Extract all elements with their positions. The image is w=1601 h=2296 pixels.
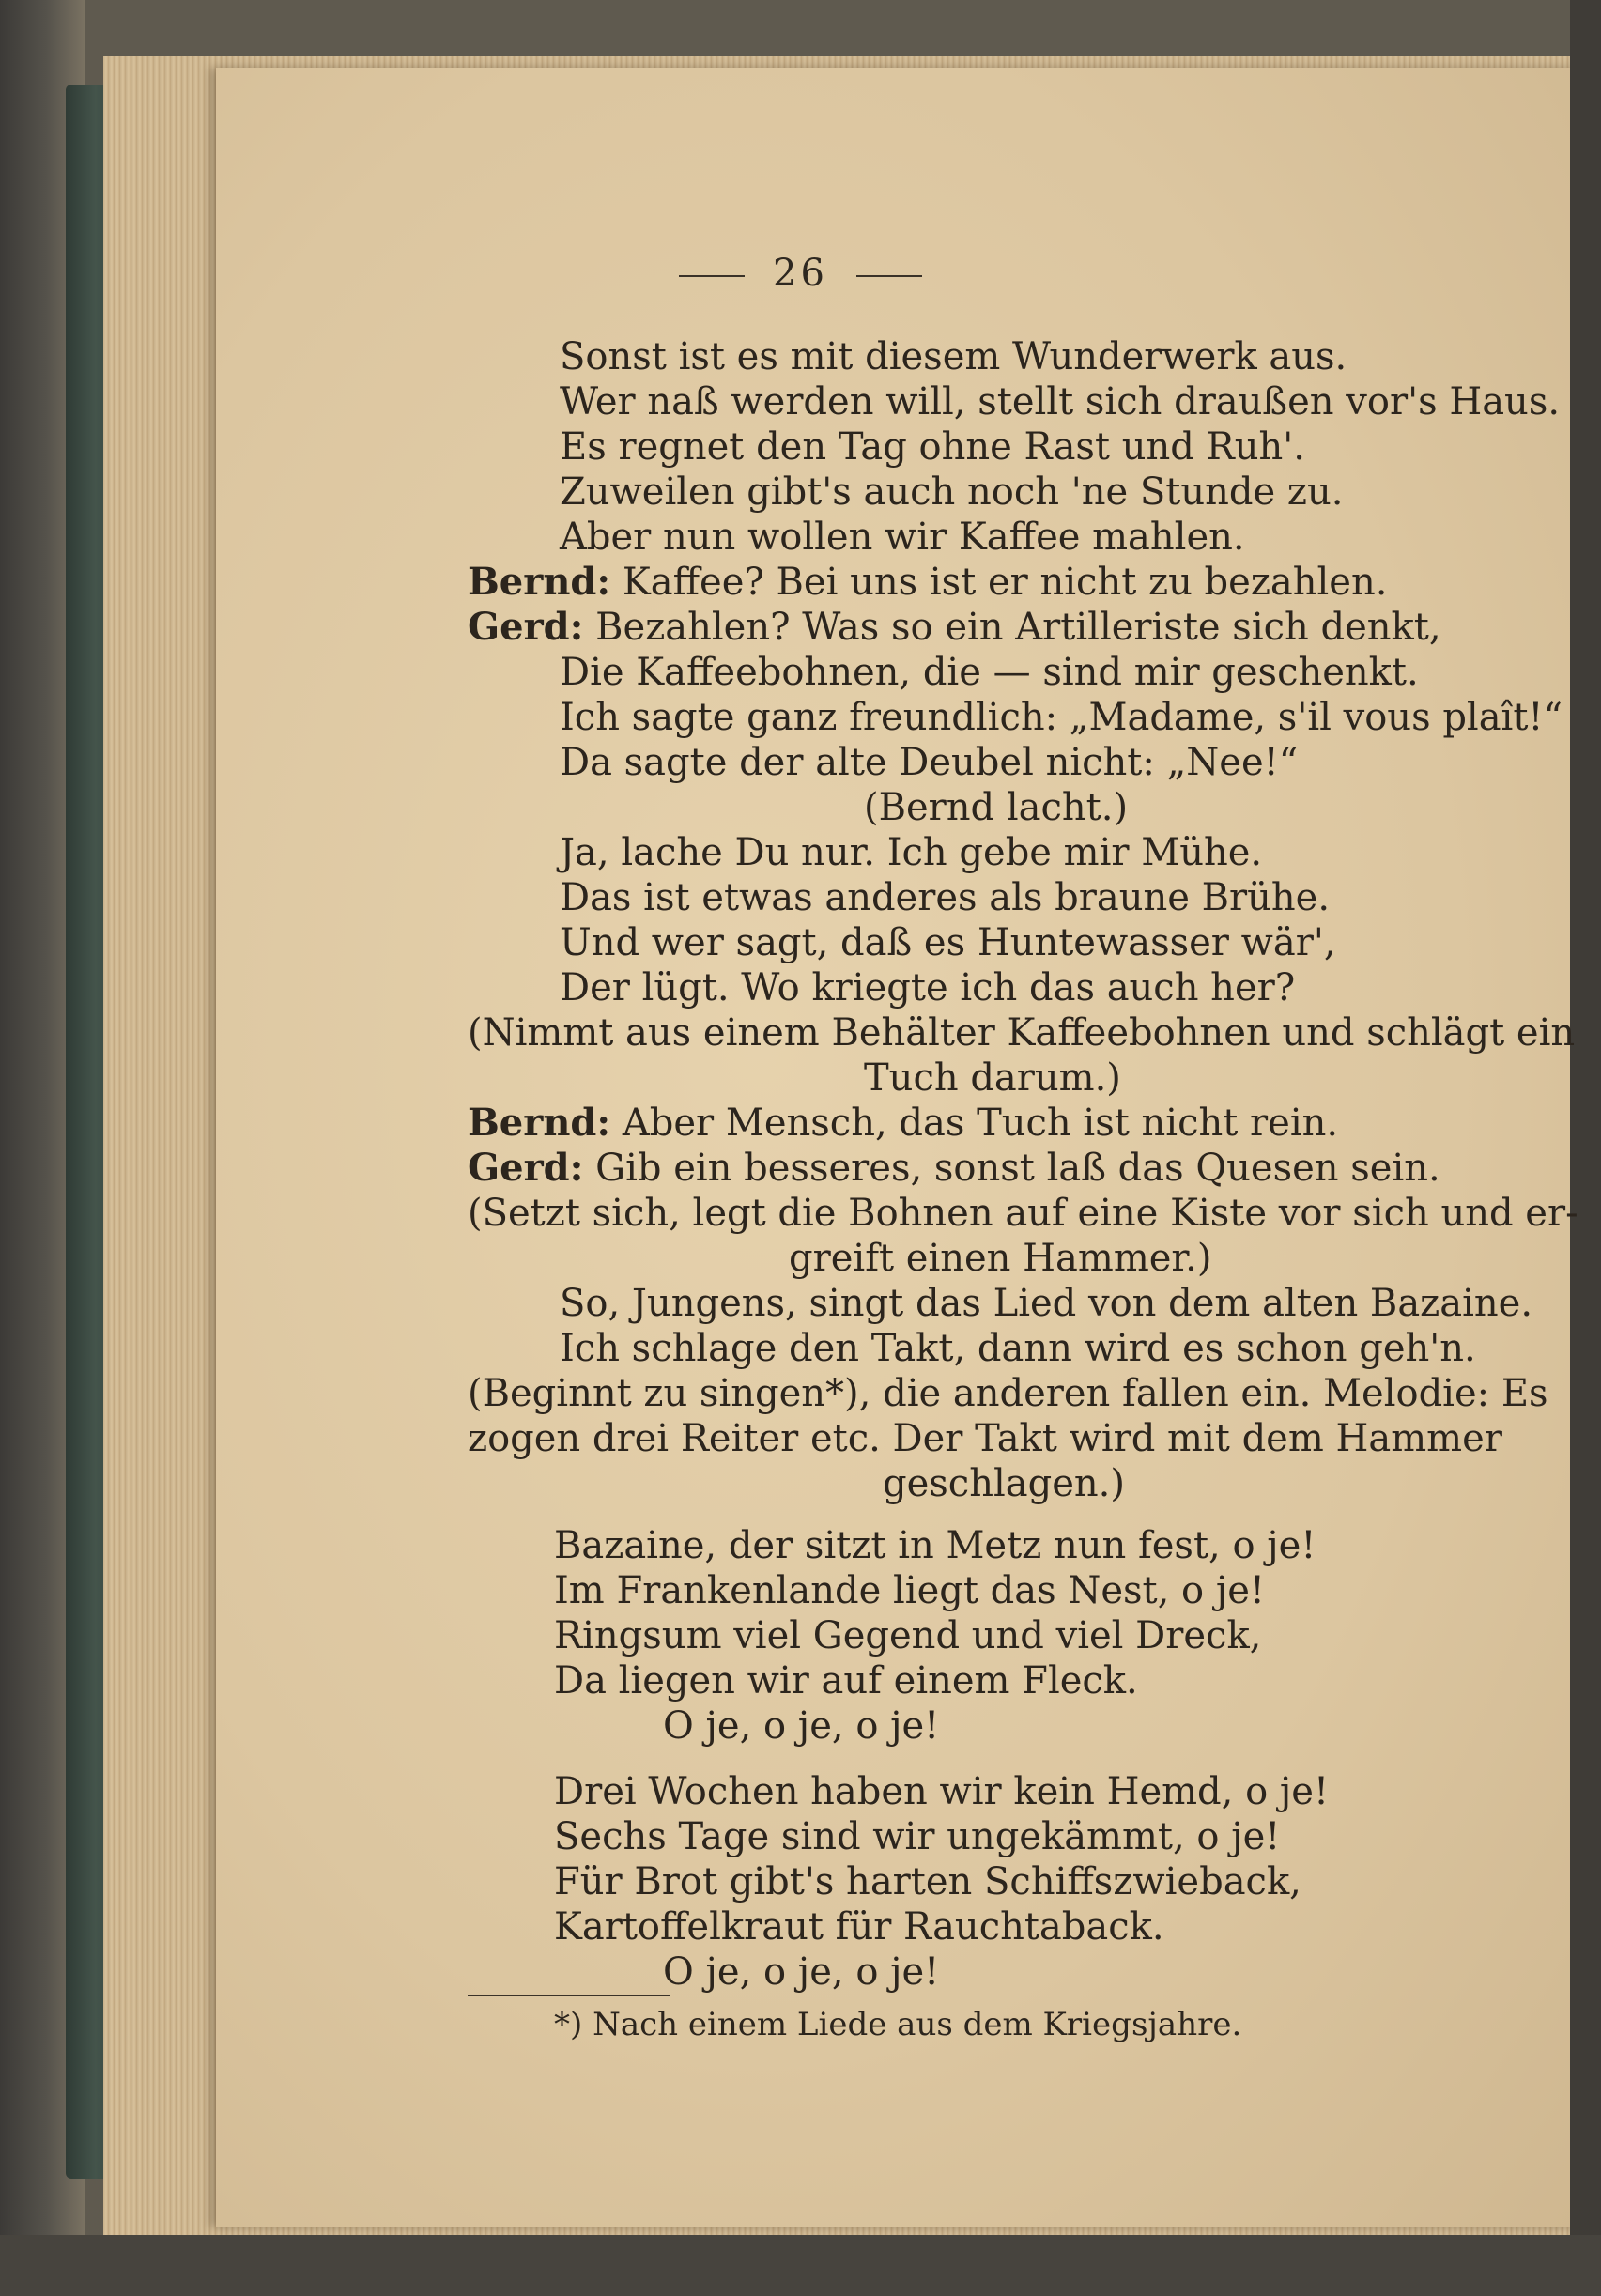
text-line: Aber nun wollen wir Kaffee mahlen.: [560, 516, 1245, 559]
dialogue-line: [468, 1101, 1338, 1146]
dash-right: [856, 275, 922, 277]
stage-direction: Tuch darum.): [864, 1056, 1121, 1100]
song-line: Sechs Tage sind wir ungekämmt, o je!: [554, 1815, 1281, 1858]
dialogue-line: [468, 1146, 1440, 1191]
stage-direction: (Beginnt zu singen*), die anderen fallen ein. Melodie: Es: [468, 1372, 1548, 1415]
text-line: Und wer sagt, daß es Huntewasser wär',: [560, 921, 1336, 964]
speaker-name: Gerd:: [468, 605, 584, 649]
stage-direction: (Setzt sich, legt die Bohnen auf eine Kiste vor sich und er-: [468, 1192, 1578, 1235]
text-line: Wer naß werden will, stellt sich draußen vor's Haus.: [560, 380, 1561, 424]
scan-background-bottom: [0, 2235, 1601, 2296]
song-line: Im Frankenlande liegt das Nest, o je!: [554, 1569, 1265, 1612]
song-line: Drei Wochen haben wir kein Hemd, o je!: [554, 1770, 1330, 1813]
page-number: [0, 252, 1601, 295]
text-line: Ich schlage den Takt, dann wird es schon geh'n.: [560, 1327, 1476, 1370]
dialogue-text: Aber Mensch, das Tuch ist nicht rein.: [622, 1102, 1339, 1145]
dialogue-text: Bezahlen? Was so ein Artilleriste sich denkt,: [595, 606, 1441, 649]
text-line: So, Jungens, singt das Lied von dem alten Bazaine.: [560, 1282, 1533, 1325]
text-line: Der lügt. Wo kriegte ich das auch her?: [560, 966, 1296, 1009]
song-line: Ringsum viel Gegend und viel Dreck,: [554, 1614, 1262, 1657]
dialogue-line: [468, 560, 1387, 605]
text-line: Da sagte der alte Deubel nicht: „Nee!“: [560, 741, 1299, 784]
footnote-rule: [468, 1995, 670, 1996]
footnote: *) Nach einem Liede aus dem Kriegsjahre.: [554, 2006, 1242, 2043]
song-line: Für Brot gibt's harten Schiffszwieback,: [554, 1860, 1301, 1903]
text-line: Ich sagte ganz freundlich: „Madame, s'il vous plaît!“: [560, 696, 1563, 739]
stage-direction: (Bernd lacht.): [864, 786, 1129, 829]
dialogue-line: [468, 605, 1441, 650]
text-line: Das ist etwas anderes als braune Brühe.: [560, 876, 1331, 919]
text-line: Die Kaffeebohnen, die — sind mir geschenkt.: [560, 651, 1419, 694]
song-line: Da liegen wir auf einem Fleck.: [554, 1659, 1138, 1703]
stage-direction: greift einen Hammer.): [789, 1237, 1212, 1280]
song-refrain: O je, o je, o je!: [663, 1704, 940, 1748]
song-line: Bazaine, der sitzt in Metz nun fest, o je!: [554, 1524, 1316, 1567]
speaker-name: Bernd:: [468, 1101, 611, 1145]
scan-background-right: [1570, 0, 1601, 2296]
page-number-text: 26: [773, 252, 828, 295]
song-refrain: O je, o je, o je!: [663, 1950, 940, 1994]
stage-direction: geschlagen.): [883, 1462, 1125, 1505]
text-line: Ja, lache Du nur. Ich gebe mir Mühe.: [560, 831, 1263, 874]
stage-direction: (Nimmt aus einem Behälter Kaffeebohnen und schlägt ein: [468, 1011, 1576, 1055]
dialogue-text: Kaffee? Bei uns ist er nicht zu bezahlen.: [622, 561, 1388, 604]
speaker-name: Gerd:: [468, 1146, 584, 1190]
text-line: Es regnet den Tag ohne Rast und Ruh'.: [560, 425, 1305, 469]
dialogue-text: Gib ein besseres, sonst laß das Quesen sein.: [595, 1147, 1440, 1190]
speaker-name: Bernd:: [468, 560, 611, 604]
stage-direction: zogen drei Reiter etc. Der Takt wird mit dem Hammer: [468, 1417, 1502, 1460]
song-line: Kartoffelkraut für Rauchtaback.: [554, 1905, 1164, 1949]
text-line: Zuweilen gibt's auch noch 'ne Stunde zu.: [560, 470, 1344, 514]
dash-left: [679, 275, 745, 277]
text-line: Sonst ist es mit diesem Wunderwerk aus.: [560, 335, 1347, 378]
